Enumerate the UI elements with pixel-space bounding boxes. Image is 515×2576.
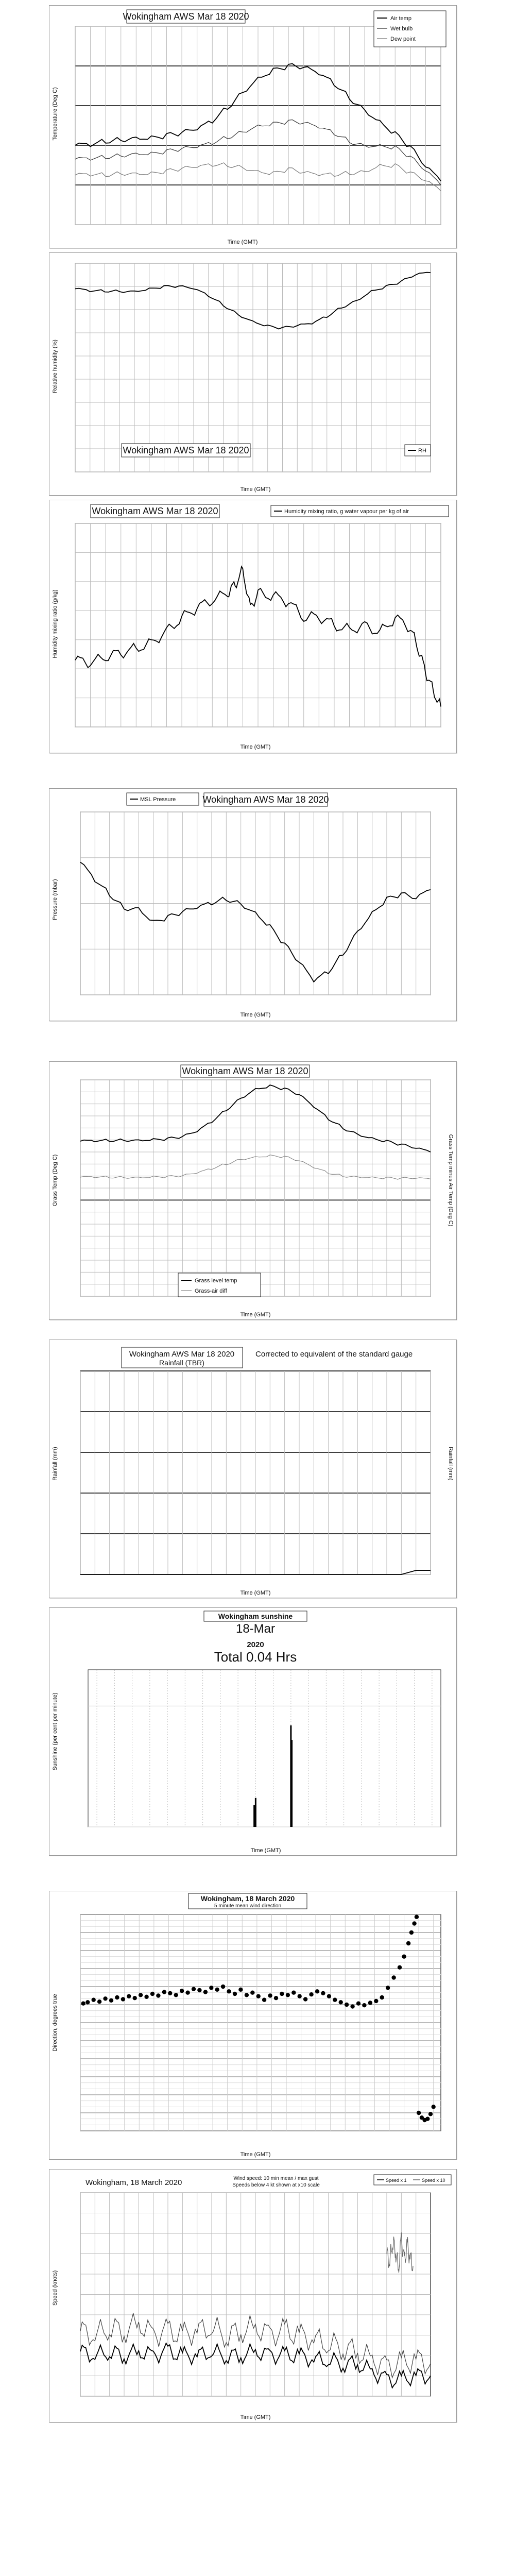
- wind-direction-point: [428, 2112, 433, 2116]
- wind-direction-point: [133, 1996, 137, 2000]
- wind-direction-point: [280, 1992, 284, 1996]
- wind-direction-point: [203, 1990, 208, 1994]
- wind-direction-point: [197, 1988, 201, 1992]
- legend-label-wet-bulb: Wet bulb: [390, 26, 413, 32]
- wind-direction-point: [380, 1995, 384, 1999]
- wind-direction-point: [144, 1995, 148, 1999]
- wind-direction-point: [97, 1999, 101, 2004]
- wind-direction-point: [139, 1993, 143, 1997]
- wind-direction-point: [291, 1991, 296, 1995]
- y-axis-right-label: Grass Temp minus Air Temp (Deg C): [448, 1134, 454, 1227]
- sunshine-bar: [255, 1798, 256, 1827]
- wind-direction-point: [286, 1993, 290, 1997]
- wind-direction-point: [345, 2003, 349, 2007]
- chart-title: Wokingham AWS Mar 18 2020: [129, 1350, 235, 1359]
- y-axis-label: Direction, degrees true: [52, 1994, 58, 2052]
- chart-title: Wokingham AWS Mar 18 2020: [123, 11, 249, 22]
- x-axis-label: Time (GMT): [240, 2414, 271, 2420]
- wind-direction-point: [262, 1998, 266, 2002]
- series-line-speed-x-10: [387, 2232, 413, 2273]
- legend-label-grass-air-diff: Grass-air diff: [195, 1288, 227, 1294]
- legend-label-rh: RH: [418, 448, 426, 454]
- wind-direction-point: [309, 1992, 313, 1996]
- sunshine-chart: [49, 1608, 456, 1855]
- legend-label-mixing-ratio: Humidity mixing ratio, g water vapour per kg of air: [284, 509, 409, 515]
- wind-direction-point: [81, 2002, 85, 2006]
- wind-speed-chart: [49, 2170, 456, 2422]
- y-axis-label: Speed (knots): [52, 2270, 58, 2306]
- x-axis-label: Time (GMT): [240, 1312, 271, 1318]
- wind-direction-point: [256, 1994, 261, 1998]
- mixing-ratio-chart: [49, 500, 456, 753]
- y-axis-label: Sunshine (per cent per minute): [52, 1692, 58, 1771]
- legend-label-dew-point: Dew point: [390, 36, 416, 42]
- chart-date: 18-Mar: [235, 1622, 276, 1636]
- wind-direction-point: [168, 1991, 172, 1995]
- wind-direction-point: [339, 2000, 343, 2004]
- x-axis-label: Time (GMT): [227, 239, 258, 245]
- wind-direction-point: [192, 1987, 196, 1991]
- chart-title: Wokingham, 18 March 2020: [85, 2178, 182, 2187]
- wind-direction-point: [333, 1998, 337, 2002]
- wind-direction-point: [368, 2001, 372, 2005]
- wind-direction-point: [250, 1991, 254, 1995]
- sunshine-bar: [291, 1740, 293, 1827]
- wind-direction-point: [350, 2004, 354, 2008]
- wind-direction-point: [412, 1921, 416, 1925]
- y-axis-right-label: Rainfall (mm): [448, 1447, 454, 1481]
- temperature-chart-panel: [49, 5, 457, 248]
- wind-direction-point: [402, 1955, 406, 1959]
- humidity-chart-panel: [49, 252, 457, 496]
- y-axis-label: Relative humidity (%): [52, 340, 58, 393]
- wind-direction-point: [356, 2002, 360, 2006]
- pressure-chart-panel: [49, 788, 457, 1021]
- chart-subtitle: Wind speed: 10 min mean / max gust: [233, 2176, 319, 2181]
- sunshine-chart-panel: [49, 1607, 457, 1856]
- wind-direction-point: [85, 2000, 90, 2004]
- wind-direction-point: [215, 1988, 219, 1992]
- wind-speed-chart-panel: [49, 2169, 457, 2422]
- wind-direction-point: [233, 1992, 237, 1996]
- wind-direction-point: [425, 2117, 430, 2121]
- wind-direction-point: [409, 1930, 414, 1935]
- legend-label-grass-level-temp: Grass level temp: [195, 1278, 237, 1284]
- wind-direction-point: [209, 1986, 213, 1990]
- wind-direction-point: [321, 1991, 325, 1995]
- wind-direction-point: [127, 1994, 131, 1998]
- y-axis-label: Rainfall (mm): [52, 1447, 58, 1481]
- x-axis-label: Time (GMT): [240, 1590, 271, 1596]
- chart-title: Wokingham AWS Mar 18 2020: [123, 445, 249, 455]
- temperature-chart: [49, 6, 456, 248]
- wind-direction-chart: [49, 1891, 456, 2159]
- wind-direction-point: [406, 1941, 410, 1945]
- chart-subtitle: Rainfall (TBR): [159, 1359, 204, 1367]
- wind-direction-point: [432, 2105, 436, 2109]
- wind-direction-point: [315, 1989, 319, 1993]
- x-axis-label: Time (GMT): [240, 2151, 271, 2158]
- wind-direction-point: [156, 1993, 160, 1997]
- x-axis-label: Time (GMT): [240, 1012, 271, 1018]
- chart-note: Corrected to equivalent of the standard gauge: [255, 1350, 413, 1359]
- y-axis-label: Grass Temp (Deg C): [52, 1154, 58, 1207]
- wind-direction-point: [162, 1990, 166, 1994]
- wind-direction-point: [303, 1997, 307, 2001]
- legend-label-speed-x1: Speed x 1: [386, 2178, 407, 2183]
- wind-direction-point: [268, 1993, 272, 1997]
- x-axis-label: Time (GMT): [250, 1848, 281, 1854]
- wind-direction-point: [362, 2003, 366, 2007]
- x-axis-label: Time (GMT): [240, 486, 271, 493]
- y-axis-label: Temperature (Deg C): [52, 87, 58, 141]
- sunshine-bar: [253, 1805, 255, 1827]
- wind-direction-point: [92, 1998, 96, 2002]
- wind-direction-point: [121, 1997, 125, 2001]
- chart-title: Wokingham AWS Mar 18 2020: [92, 506, 218, 516]
- wind-direction-point: [238, 1988, 243, 1992]
- rainfall-chart-panel: [49, 1340, 457, 1598]
- y-axis-label: Humidity mixing ratio (g/kg): [52, 589, 58, 658]
- wind-direction-point: [174, 1993, 178, 1997]
- wind-direction-point: [227, 1989, 231, 1993]
- y-axis-label: Pressure (mbar): [52, 879, 58, 920]
- chart-year: 2020: [247, 1640, 264, 1649]
- wind-direction-point: [298, 1994, 302, 1998]
- chart-title: Wokingham AWS Mar 18 2020: [182, 1066, 308, 1076]
- legend-label-air-temp: Air temp: [390, 15, 411, 22]
- wind-direction-point: [327, 1994, 331, 1998]
- chart-title: Wokingham, 18 March 2020: [200, 1894, 295, 1903]
- chart-subtitle: 5 minute mean wind direction: [214, 1903, 282, 1909]
- wind-direction-point: [103, 1996, 107, 2001]
- wind-direction-point: [417, 2111, 421, 2115]
- chart-total: Total 0.04 Hrs: [214, 1649, 297, 1665]
- wind-direction-point: [109, 1998, 113, 2003]
- wind-direction-point: [391, 1975, 396, 1979]
- chart-title: Wokingham AWS Mar 18 2020: [202, 794, 329, 805]
- wind-direction-point: [185, 1991, 190, 1995]
- rainfall-chart: [49, 1340, 456, 1598]
- wind-direction-point: [115, 1995, 119, 1999]
- wind-direction-point: [398, 1965, 402, 1970]
- plot-area: [88, 1670, 441, 1827]
- wind-direction-point: [180, 1989, 184, 1993]
- grass-temperature-chart-panel: [49, 1061, 457, 1320]
- wind-direction-point: [415, 1915, 419, 1919]
- wind-direction-point: [374, 1999, 378, 2003]
- wind-direction-point: [245, 1993, 249, 1997]
- pressure-chart: [49, 789, 456, 1021]
- grass-temperature-chart: [49, 1062, 456, 1319]
- relative-humidity-chart: [49, 253, 456, 495]
- legend-label-msl-pressure: MSL Pressure: [140, 796, 176, 803]
- x-axis-label: Time (GMT): [240, 744, 271, 750]
- wind-direction-point: [274, 1996, 278, 2000]
- wind-direction-chart-panel: [49, 1891, 457, 2160]
- chart-subtitle-2: Speeds below 4 kt shown at x10 scale: [232, 2182, 320, 2188]
- chart-title: Wokingham sunshine: [218, 1612, 293, 1620]
- legend-label-speed-x10: Speed x 10: [422, 2178, 445, 2183]
- wind-direction-point: [386, 1986, 390, 1990]
- mixing-ratio-chart-panel: [49, 500, 457, 753]
- wind-direction-point: [150, 1992, 154, 1996]
- wind-direction-point: [221, 1985, 225, 1989]
